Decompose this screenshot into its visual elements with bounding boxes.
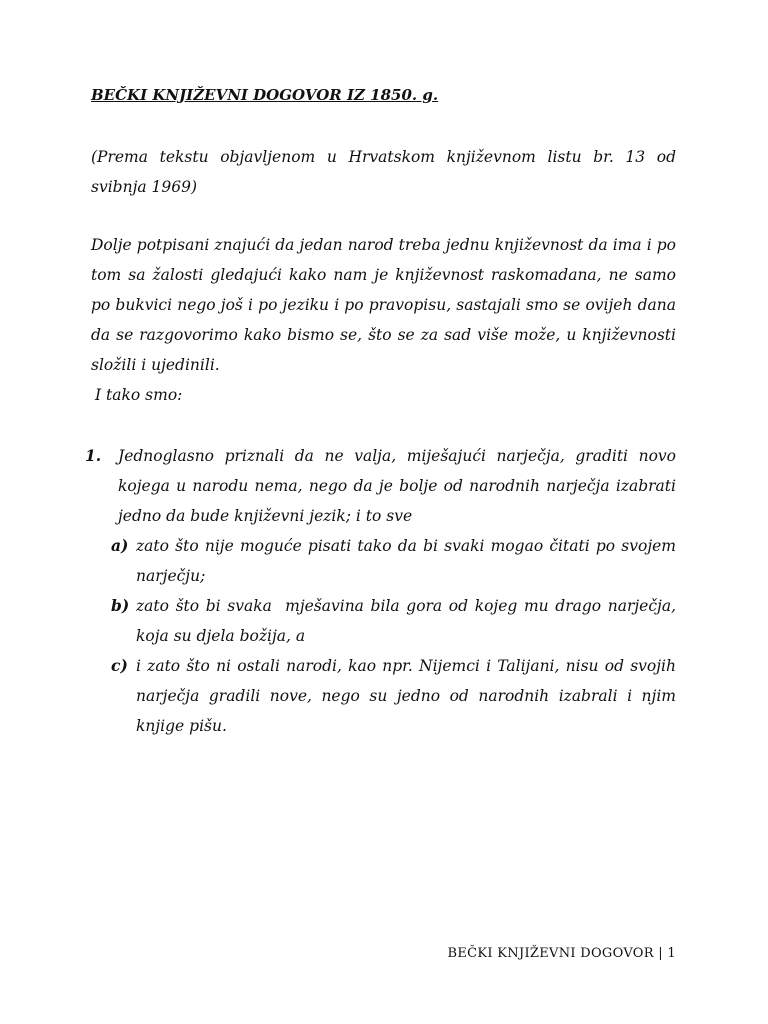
sub-item-text: zato što nije moguće pisati tako da bi svaki mogao čitati po svojem narječju; bbox=[136, 537, 676, 585]
numbered-list bbox=[85, 441, 681, 741]
intro-paragraph: Dolje potpisani znajući da jedan narod treba jednu književnost da ima i po tom sa žalosti gledajući kako nam je književnost raskomadana, ne samo po bukvici nego još i po jeziku i po pravopisu, sastajali smo se ovijeh dana da se razgovorimo kako bismo se, što se za sad više može, u književnosti složili i ujedinili. bbox=[91, 236, 676, 374]
running-header: BEČKI KNJIŽEVNI DOGOVOR bbox=[447, 946, 654, 961]
sub-item-text: i zato što ni ostali narodi, kao npr. Nijemci i Talijani, nisu od svojih narječja gradili nove, nego su jedno od narodnih izabrali i njim knjige pišu. bbox=[136, 657, 676, 735]
source-note: (Prema tekstu objavljenom u Hrvatskom književnom listu br. 13 od svibnja 1969) bbox=[91, 148, 676, 196]
lead-in: I tako smo: bbox=[95, 386, 183, 404]
document-title: BEČKI KNJIŽEVNI DOGOVOR IZ 1850. g. bbox=[91, 86, 439, 104]
page-number: 1 bbox=[667, 946, 676, 961]
page-footer bbox=[448, 946, 677, 961]
list-item-1 bbox=[85, 441, 676, 531]
sub-item-b bbox=[103, 591, 681, 651]
sub-item-letter: c) bbox=[111, 656, 128, 675]
sub-item-letter: a) bbox=[111, 536, 129, 555]
sub-item-text: zato što bi svaka mješavina bila gora od kojeg mu drago narječja, koja su djela božija, a bbox=[136, 597, 681, 645]
sub-item-c bbox=[103, 651, 676, 741]
list-item-text: Jednoglasno priznali da ne valja, miješajući narječja, graditi novo kojega u narodu nema, nego da je bolje od narodnih narječja izabrati jedno da bude književni jezik; i to sve bbox=[118, 447, 676, 525]
footer-separator: | bbox=[658, 946, 663, 961]
sub-item-a bbox=[103, 531, 676, 591]
list-item-number: 1. bbox=[85, 446, 102, 465]
sub-item-letter: b) bbox=[111, 596, 130, 615]
